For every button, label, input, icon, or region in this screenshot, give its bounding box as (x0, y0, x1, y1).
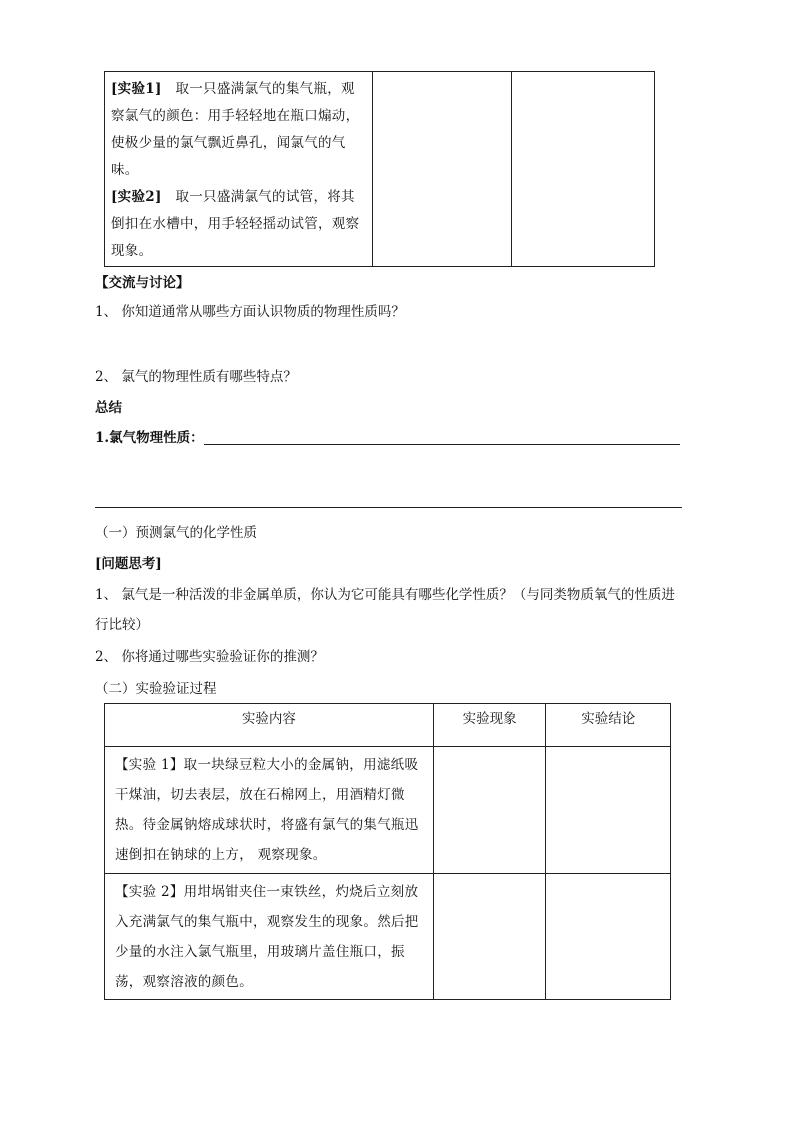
verify-heading: （二）实验验证过程 (95, 681, 217, 697)
experiment-content-cell (105, 72, 373, 267)
experiment-1-text: 取一只盛满氯气的集气瓶，观察氯气的颜色：用手轻轻地在瓶口煽动，使极少量的氯气飘近鼻孔，闻氯气的气味。 (111, 81, 360, 178)
verify-experiment-2-text: 【实验 2】用坩埚钳夹住一束铁丝，灼烧后立刻放入充满氯气的集气瓶中，观察发生的现象。然后把少量的水注入氯气瓶里，用玻璃片盖住瓶口，振荡，观察溶液的颜色。 (115, 884, 419, 990)
experiment-1-tag: [实验1] (111, 81, 162, 97)
summary-item-1: 1.氯气物理性质： (95, 430, 204, 446)
summary-heading: 总结 (95, 400, 122, 416)
verify-experiment-1-conclusion (546, 747, 671, 874)
predict-question-1-line-1: 1、 氯气是一种活泼的非金属单质，你认为它可能具有哪些化学性质？（与同类物质氧气的性质进 (95, 587, 675, 603)
thinking-heading: [问题思考] (95, 556, 162, 572)
experiment-2-tag: [实验2] (111, 189, 162, 205)
discussion-heading: 【交流与讨论】 (95, 275, 190, 291)
verify-experiment-1-text: 【实验 1】取一块绿豆粒大小的金属钠，用滤纸吸干煤油，切去表层，放在石棉网上，用酒精灯微热。待金属钠熔成球状时，将盛有氯气的集气瓶迅速倒扣在钠球的上方， 观察现象。 (115, 757, 419, 863)
experiment-1-paragraph (111, 76, 366, 184)
header-content: 实验内容 (105, 704, 434, 747)
header-phenomenon: 实验现象 (433, 704, 546, 747)
verify-experiment-2-phenomenon (433, 874, 546, 1000)
experiment-2-paragraph (111, 184, 366, 265)
verify-experiment-1-cell (105, 747, 434, 874)
predict-question-2: 2、 你将通过哪些实验验证你的推测？ (95, 649, 324, 665)
phenomenon-cell (373, 72, 511, 267)
experiment-2-text: 取一只盛满氯气的试管，将其倒扣在水槽中，用手轻轻摇动试管，观察现象。 (111, 189, 360, 259)
predict-heading: （一）预测氯气的化学性质 (95, 525, 257, 541)
discussion-question-2: 2、 氯气的物理性质有哪些特点？ (95, 369, 297, 385)
header-conclusion: 实验结论 (546, 704, 671, 747)
discussion-question-1: 1、 你知道通常从哪些方面认识物质的物理性质吗？ (95, 304, 405, 320)
verify-experiment-2-conclusion (546, 874, 671, 1000)
conclusion-cell (511, 72, 654, 267)
experiment-table-1 (104, 71, 655, 267)
verify-experiment-1-phenomenon (433, 747, 546, 874)
answer-line-1 (204, 444, 680, 445)
experiment-table-2 (104, 703, 671, 1000)
verify-experiment-2-cell (105, 874, 434, 1000)
predict-question-1-line-2: 行比较） (95, 617, 149, 633)
answer-line-2 (95, 507, 682, 508)
